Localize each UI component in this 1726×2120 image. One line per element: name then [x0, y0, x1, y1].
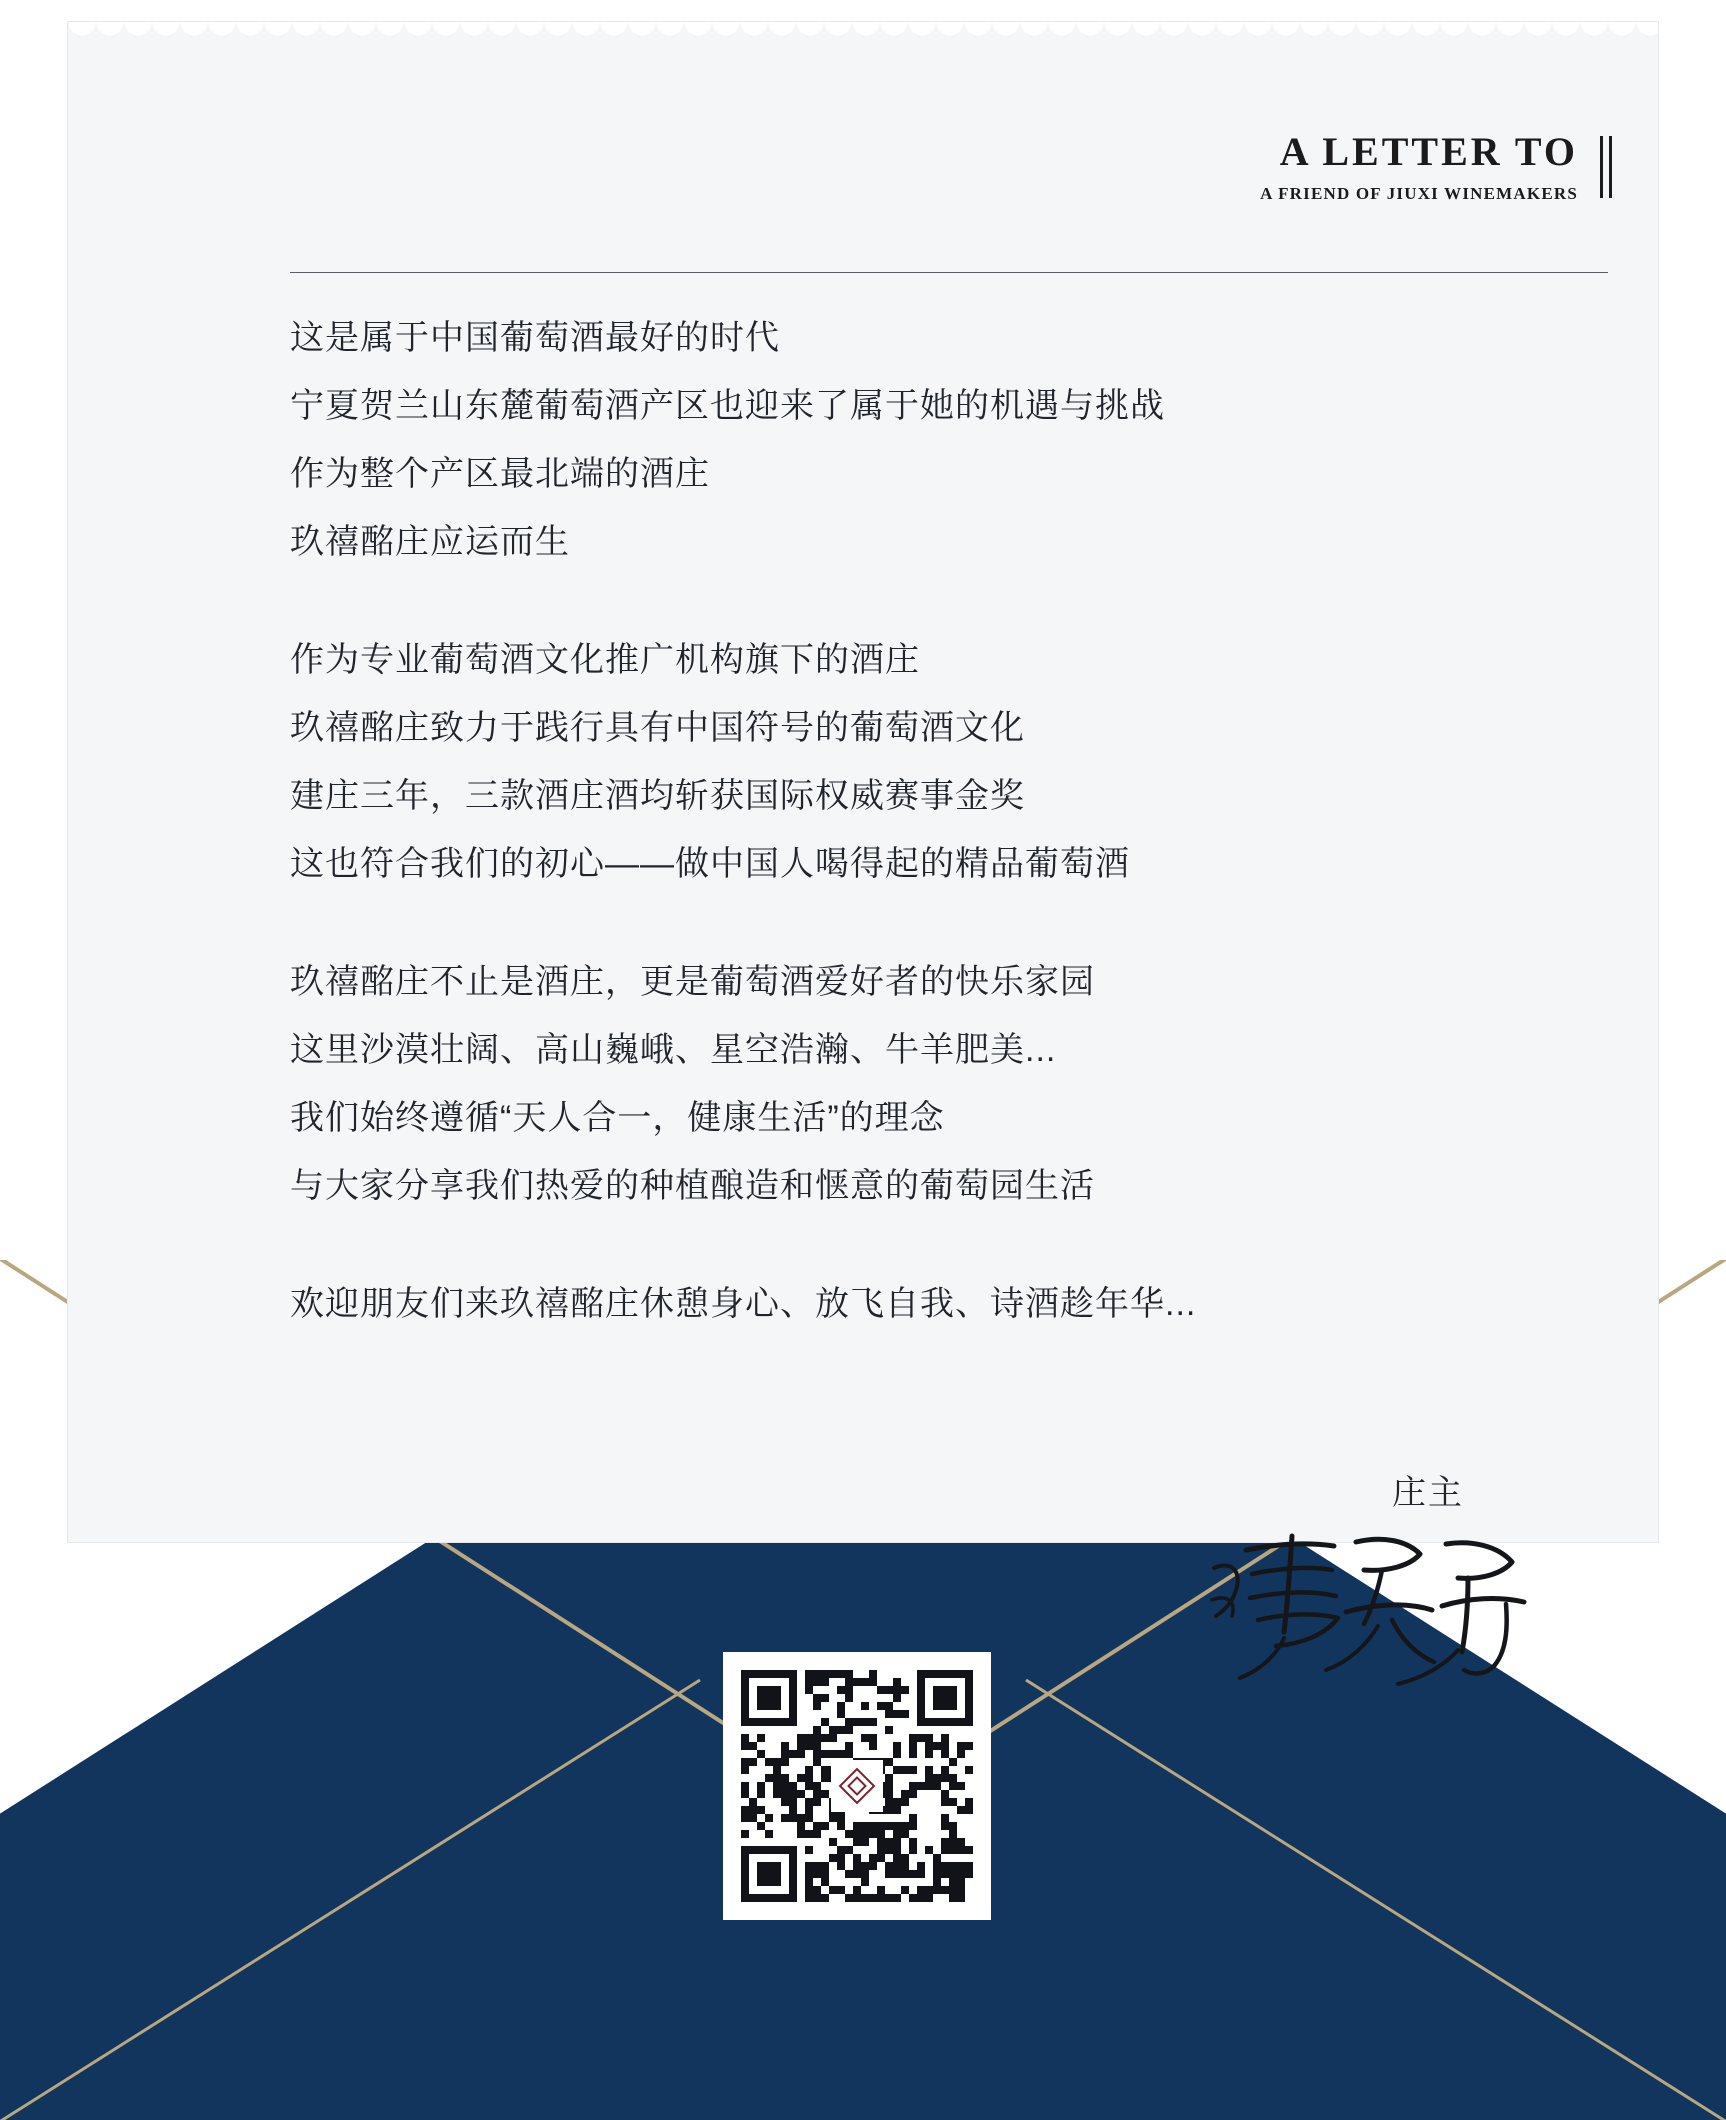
- letter-line: 作为整个产区最北端的酒庄: [290, 455, 710, 493]
- letter-paragraph: [290, 626, 1630, 898]
- letter-line: 这里沙漠壮阔、高山巍峨、星空浩瀚、牛羊肥美...: [290, 1031, 1057, 1069]
- letter-line: 这也符合我们的初心——做中国人喝得起的精品葡萄酒: [290, 845, 1130, 883]
- letter-line: 我们始终遵循“天人合一，健康生活”的理念: [290, 1099, 945, 1137]
- letter-sheet: [68, 22, 1658, 1542]
- letter-paragraph: [290, 1270, 1630, 1338]
- letter-line: 这是属于中国葡萄酒最好的时代: [290, 319, 780, 357]
- letter-line: 玖禧酩庄致力于践行具有中国符号的葡萄酒文化: [290, 709, 1025, 747]
- letter-line: 宁夏贺兰山东麓葡萄酒产区也迎来了属于她的机遇与挑战: [290, 387, 1165, 425]
- diamond-logo-icon: [834, 1763, 880, 1809]
- letter-header: [1260, 129, 1578, 204]
- letter-line: 玖禧酩庄不止是酒庄，更是葡萄酒爱好者的快乐家园: [290, 963, 1095, 1001]
- qr-code-card[interactable]: [723, 1652, 991, 1920]
- letter-line: 与大家分享我们热爱的种植酿造和惬意的葡萄园生活: [290, 1167, 1095, 1205]
- letter-subtitle-en: A FRIEND OF JIUXI WINEMAKERS: [1260, 184, 1578, 203]
- double-bar-icon: [1600, 136, 1616, 198]
- scalloped-edge: [68, 22, 1658, 44]
- letter-paragraph: [290, 304, 1630, 576]
- handwritten-signature: [1206, 1520, 1536, 1700]
- letter-title-en: A LETTER TO: [1279, 129, 1578, 174]
- letter-line: 玖禧酩庄应运而生: [290, 523, 570, 561]
- qr-code[interactable]: [741, 1670, 973, 1902]
- letter-body: [290, 304, 1630, 1338]
- signature-role: 庄主: [1392, 1474, 1464, 1512]
- header-divider: [290, 272, 1608, 273]
- letter-line: 建庄三年，三款酒庄酒均斩获国际权威赛事金奖: [290, 777, 1025, 815]
- letter-line: 欢迎朋友们来玖禧酩庄休憩身心、放飞自我、诗酒趁年华...: [290, 1285, 1197, 1323]
- letter-line: 作为专业葡萄酒文化推广机构旗下的酒庄: [290, 641, 920, 679]
- letter-paragraph: [290, 948, 1630, 1220]
